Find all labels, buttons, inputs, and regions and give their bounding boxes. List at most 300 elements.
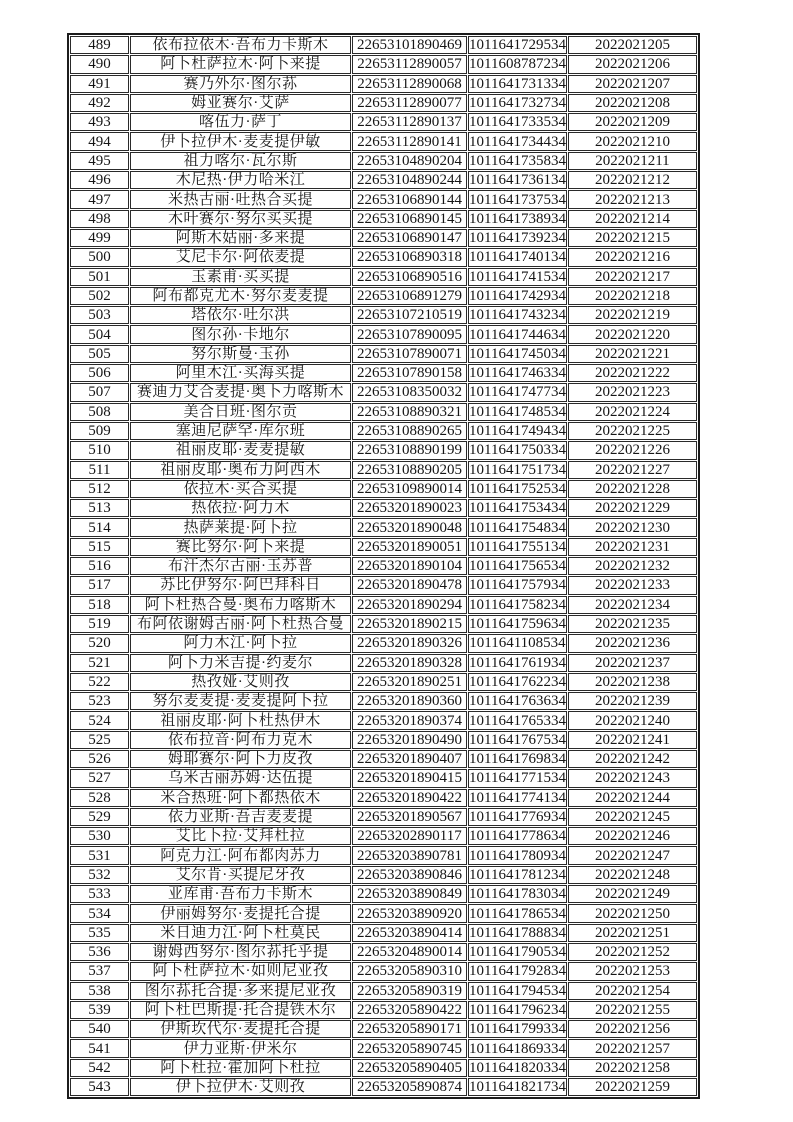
table-row bbox=[70, 518, 697, 536]
certificate-number-cell: 1011641737534 bbox=[469, 191, 566, 208]
row-number-cell: 490 bbox=[70, 55, 129, 73]
id-number-cell: 22653205890405 bbox=[352, 1059, 467, 1077]
table-row bbox=[70, 403, 697, 421]
date-number-cell: 2022021235 bbox=[568, 615, 697, 633]
id-number-cell: 22653201890051 bbox=[352, 538, 467, 556]
row-number-cell: 496 bbox=[70, 171, 129, 189]
name-cell: 努尔斯曼·玉孙 bbox=[130, 345, 351, 363]
date-number-cell: 2022021234 bbox=[568, 596, 697, 614]
id-number-cell: 22653203890846 bbox=[352, 866, 467, 884]
id-number-cell: 22653202890117 bbox=[352, 827, 467, 845]
row-number-cell: 537 bbox=[70, 962, 129, 980]
id-number-cell: 22653201890422 bbox=[352, 789, 467, 807]
row-number-cell: 491 bbox=[70, 75, 129, 93]
row-number-cell: 501 bbox=[70, 268, 129, 286]
id-number-cell: 22653106890318 bbox=[352, 248, 467, 266]
table-row bbox=[70, 924, 697, 942]
certificate-number-cell: 1011641734434 bbox=[469, 133, 566, 150]
row-number-cell: 543 bbox=[70, 1078, 129, 1096]
date-number-cell: 2022021259 bbox=[568, 1078, 697, 1096]
table-row bbox=[70, 1078, 697, 1096]
name-cell: 塞迪尼萨罕·库尔班 bbox=[130, 422, 351, 440]
row-number-cell: 527 bbox=[70, 769, 129, 787]
name-cell: 艾尼卡尔·阿依麦提 bbox=[130, 248, 351, 266]
table-row bbox=[70, 711, 697, 729]
certificate-number-cell: 1011641729534 bbox=[469, 37, 566, 54]
id-number-cell: 22653106891279 bbox=[352, 287, 467, 305]
row-number-cell: 514 bbox=[70, 518, 129, 536]
date-number-cell: 2022021217 bbox=[568, 268, 697, 286]
certificate-number-cell: 1011641741534 bbox=[469, 268, 566, 285]
date-number-cell: 2022021239 bbox=[568, 692, 697, 710]
date-number-cell: 2022021227 bbox=[568, 461, 697, 479]
certificate-number-cell: 1011641752534 bbox=[469, 480, 566, 497]
name-cell: 美合日班·图尔贡 bbox=[130, 403, 351, 421]
table-row bbox=[70, 36, 697, 54]
id-number-cell: 22653106890144 bbox=[352, 190, 467, 208]
row-number-cell: 521 bbox=[70, 654, 129, 672]
date-number-cell: 2022021253 bbox=[568, 962, 697, 980]
certificate-number-cell: 1011641743234 bbox=[469, 307, 566, 324]
name-cell: 布汗杰尔古丽·玉苏普 bbox=[130, 557, 351, 575]
name-cell: 米热古丽·吐热合买提 bbox=[130, 190, 351, 208]
name-cell: 祖丽皮耶·奥布力阿西木 bbox=[130, 461, 351, 479]
name-cell: 伊卜拉伊木·艾则孜 bbox=[130, 1078, 351, 1096]
id-number-cell: 22653112890137 bbox=[352, 113, 467, 131]
date-number-cell: 2022021241 bbox=[568, 731, 697, 749]
name-cell: 阿布都克尤木·努尔麦麦提 bbox=[130, 287, 351, 305]
id-number-cell: 22653104890244 bbox=[352, 171, 467, 189]
name-cell: 祖丽皮耶·阿卜杜热伊木 bbox=[130, 711, 351, 729]
row-number-cell: 500 bbox=[70, 248, 129, 266]
id-number-cell: 22653108890205 bbox=[352, 461, 467, 479]
id-number-cell: 22653106890147 bbox=[352, 229, 467, 247]
table-row bbox=[70, 750, 697, 768]
id-number-cell: 22653108890265 bbox=[352, 422, 467, 440]
name-cell: 阿里木江·买海买提 bbox=[130, 364, 351, 382]
name-cell: 伊卜拉伊木·麦麦提伊敏 bbox=[130, 132, 351, 150]
date-number-cell: 2022021243 bbox=[568, 769, 697, 787]
certificate-number-cell: 1011641733534 bbox=[469, 114, 566, 131]
id-number-cell: 22653201890048 bbox=[352, 518, 467, 536]
date-number-cell: 2022021230 bbox=[568, 518, 697, 536]
certificate-number-cell: 1011641736134 bbox=[469, 172, 566, 189]
certificate-number-cell: 1011641780934 bbox=[469, 847, 566, 864]
table-row bbox=[70, 654, 697, 672]
row-number-cell: 541 bbox=[70, 1039, 129, 1057]
certificate-number-cell: 1011641745034 bbox=[469, 345, 566, 362]
id-number-cell: 22653205890745 bbox=[352, 1039, 467, 1057]
date-number-cell: 2022021229 bbox=[568, 499, 697, 517]
certificate-number-cell: 1011641750334 bbox=[469, 442, 566, 459]
name-cell: 赛迪力艾合麦提·奥卜力喀斯木 bbox=[130, 383, 351, 401]
certificate-number-cell: 1011641756534 bbox=[469, 558, 566, 575]
id-number-cell: 22653108350032 bbox=[352, 383, 467, 401]
row-number-cell: 504 bbox=[70, 325, 129, 343]
date-number-cell: 2022021208 bbox=[568, 94, 697, 112]
id-number-cell: 22653205890171 bbox=[352, 1020, 467, 1038]
table-row bbox=[70, 383, 697, 401]
name-cell: 依力亚斯·吾吉麦麦提 bbox=[130, 808, 351, 826]
certificate-number-cell: 1011641771534 bbox=[469, 770, 566, 787]
date-number-cell: 2022021256 bbox=[568, 1020, 697, 1038]
id-number-cell: 22653106890516 bbox=[352, 268, 467, 286]
name-cell: 米合热班·阿卜都热依木 bbox=[130, 789, 351, 807]
certificate-number-cell: 1011641758234 bbox=[469, 596, 566, 613]
table-row bbox=[70, 904, 697, 922]
date-number-cell: 2022021205 bbox=[568, 36, 697, 54]
name-cell: 艾比卜拉·艾拜杜拉 bbox=[130, 827, 351, 845]
table-row bbox=[70, 190, 697, 208]
date-number-cell: 2022021233 bbox=[568, 576, 697, 594]
table-row bbox=[70, 441, 697, 459]
table-row bbox=[70, 731, 697, 749]
date-number-cell: 2022021206 bbox=[568, 55, 697, 73]
row-number-cell: 515 bbox=[70, 538, 129, 556]
id-number-cell: 22653112890068 bbox=[352, 75, 467, 93]
date-number-cell: 2022021215 bbox=[568, 229, 697, 247]
table-row bbox=[70, 846, 697, 864]
date-number-cell: 2022021232 bbox=[568, 557, 697, 575]
name-cell: 姆亚赛尔·艾萨 bbox=[130, 94, 351, 112]
table-row bbox=[70, 943, 697, 961]
id-number-cell: 22653201890374 bbox=[352, 711, 467, 729]
name-cell: 姆耶赛尔·阿卜力皮孜 bbox=[130, 750, 351, 768]
certificate-number-cell: 1011641788834 bbox=[469, 924, 566, 941]
name-cell: 依拉木·买合买提 bbox=[130, 480, 351, 498]
id-number-cell: 22653109890014 bbox=[352, 480, 467, 498]
name-cell: 阿力木江·阿卜拉 bbox=[130, 634, 351, 652]
table-row bbox=[70, 866, 697, 884]
row-number-cell: 492 bbox=[70, 94, 129, 112]
name-cell: 图尔荪托合提·多来提尼亚孜 bbox=[130, 982, 351, 1000]
date-number-cell: 2022021209 bbox=[568, 113, 697, 131]
row-number-cell: 505 bbox=[70, 345, 129, 363]
date-number-cell: 2022021247 bbox=[568, 846, 697, 864]
table-row bbox=[70, 673, 697, 691]
certificate-number-cell: 1011641774134 bbox=[469, 789, 566, 806]
table-row bbox=[70, 1020, 697, 1038]
id-number-cell: 22653203890781 bbox=[352, 846, 467, 864]
name-cell: 祖力喀尔·瓦尔斯 bbox=[130, 152, 351, 170]
id-number-cell: 22653205890319 bbox=[352, 982, 467, 1000]
date-number-cell: 2022021228 bbox=[568, 480, 697, 498]
table-row bbox=[70, 268, 697, 286]
id-number-cell: 22653201890567 bbox=[352, 808, 467, 826]
name-cell: 依布拉音·阿布力克木 bbox=[130, 731, 351, 749]
row-number-cell: 519 bbox=[70, 615, 129, 633]
date-number-cell: 2022021258 bbox=[568, 1059, 697, 1077]
table-row bbox=[70, 1059, 697, 1077]
date-number-cell: 2022021221 bbox=[568, 345, 697, 363]
certificate-number-cell: 1011641776934 bbox=[469, 809, 566, 826]
table-row bbox=[70, 325, 697, 343]
date-number-cell: 2022021214 bbox=[568, 210, 697, 228]
name-cell: 艾尔肯·买提尼牙孜 bbox=[130, 866, 351, 884]
certificate-number-cell: 1011641739234 bbox=[469, 230, 566, 247]
date-number-cell: 2022021211 bbox=[568, 152, 697, 170]
certificate-number-cell: 1011641794534 bbox=[469, 982, 566, 999]
date-number-cell: 2022021236 bbox=[568, 634, 697, 652]
row-number-cell: 516 bbox=[70, 557, 129, 575]
date-number-cell: 2022021222 bbox=[568, 364, 697, 382]
row-number-cell: 498 bbox=[70, 210, 129, 228]
date-number-cell: 2022021213 bbox=[568, 190, 697, 208]
id-number-cell: 22653112890077 bbox=[352, 94, 467, 112]
certificate-number-cell: 1011641757934 bbox=[469, 577, 566, 594]
table-row bbox=[70, 557, 697, 575]
id-number-cell: 22653201890215 bbox=[352, 615, 467, 633]
table-row bbox=[70, 229, 697, 247]
name-cell: 阿卜杜巴斯提·托合提铁木尔 bbox=[130, 1001, 351, 1019]
name-cell: 苏比伊努尔·阿巴拜科日 bbox=[130, 576, 351, 594]
certificate-number-cell: 1011641749434 bbox=[469, 423, 566, 440]
row-number-cell: 506 bbox=[70, 364, 129, 382]
row-number-cell: 528 bbox=[70, 789, 129, 807]
id-number-cell: 22653201890360 bbox=[352, 692, 467, 710]
row-number-cell: 539 bbox=[70, 1001, 129, 1019]
id-number-cell: 22653205890310 bbox=[352, 962, 467, 980]
table-row bbox=[70, 480, 697, 498]
name-cell: 木尼热·伊力哈米江 bbox=[130, 171, 351, 189]
table-row bbox=[70, 345, 697, 363]
id-number-cell: 22653107210519 bbox=[352, 306, 467, 324]
row-number-cell: 518 bbox=[70, 596, 129, 614]
name-cell: 阿卜杜热合曼·奥布力喀斯木 bbox=[130, 596, 351, 614]
row-number-cell: 532 bbox=[70, 866, 129, 884]
date-number-cell: 2022021248 bbox=[568, 866, 697, 884]
name-cell: 热依拉·阿力木 bbox=[130, 499, 351, 517]
table-row bbox=[70, 306, 697, 324]
table-row bbox=[70, 634, 697, 652]
id-number-cell: 22653205890874 bbox=[352, 1078, 467, 1096]
table-row bbox=[70, 132, 697, 150]
row-number-cell: 533 bbox=[70, 885, 129, 903]
id-number-cell: 22653107890095 bbox=[352, 325, 467, 343]
table-row bbox=[70, 1001, 697, 1019]
certificate-number-cell: 1011641748534 bbox=[469, 403, 566, 420]
table-row bbox=[70, 461, 697, 479]
certificate-number-cell: 1011641781234 bbox=[469, 866, 566, 883]
table-row bbox=[70, 885, 697, 903]
table-row bbox=[70, 827, 697, 845]
row-number-cell: 534 bbox=[70, 904, 129, 922]
id-number-cell: 22653204890014 bbox=[352, 943, 467, 961]
id-number-cell: 22653201890326 bbox=[352, 634, 467, 652]
id-number-cell: 22653203890849 bbox=[352, 885, 467, 903]
certificate-number-cell: 1011641753434 bbox=[469, 500, 566, 517]
row-number-cell: 512 bbox=[70, 480, 129, 498]
row-number-cell: 497 bbox=[70, 190, 129, 208]
name-cell: 亚库甫·吾布力卡斯木 bbox=[130, 885, 351, 903]
name-cell: 阿卜力米吉提·约麦尔 bbox=[130, 654, 351, 672]
date-number-cell: 2022021251 bbox=[568, 924, 697, 942]
row-number-cell: 538 bbox=[70, 982, 129, 1000]
id-number-cell: 22653108890199 bbox=[352, 441, 467, 459]
certificate-number-cell: 1011641740134 bbox=[469, 249, 566, 266]
date-number-cell: 2022021219 bbox=[568, 306, 697, 324]
row-number-cell: 511 bbox=[70, 461, 129, 479]
id-number-cell: 22653108890321 bbox=[352, 403, 467, 421]
name-cell: 阿卜杜拉·霍加阿卜杜拉 bbox=[130, 1059, 351, 1077]
name-cell: 玉素甫·买买提 bbox=[130, 268, 351, 286]
table-row bbox=[70, 538, 697, 556]
id-number-cell: 22653203890920 bbox=[352, 904, 467, 922]
table-row bbox=[70, 171, 697, 189]
certificate-number-cell: 1011641732734 bbox=[469, 95, 566, 112]
name-cell: 塔依尔·吐尔洪 bbox=[130, 306, 351, 324]
name-cell: 阿卜杜萨拉木·阿卜来提 bbox=[130, 55, 351, 73]
certificate-number-cell: 1011641755134 bbox=[469, 538, 566, 555]
certificate-number-cell: 1011641754834 bbox=[469, 519, 566, 536]
row-number-cell: 509 bbox=[70, 422, 129, 440]
row-number-cell: 489 bbox=[70, 36, 129, 54]
row-number-cell: 523 bbox=[70, 692, 129, 710]
table-row bbox=[70, 769, 697, 787]
roster-table bbox=[67, 33, 700, 1099]
row-number-cell: 508 bbox=[70, 403, 129, 421]
name-cell: 赛比努尔·阿卜来提 bbox=[130, 538, 351, 556]
certificate-number-cell: 1011641738934 bbox=[469, 210, 566, 227]
id-number-cell: 22653104890204 bbox=[352, 152, 467, 170]
row-number-cell: 526 bbox=[70, 750, 129, 768]
certificate-number-cell: 1011641759634 bbox=[469, 616, 566, 633]
certificate-number-cell: 1011641767534 bbox=[469, 731, 566, 748]
id-number-cell: 22653106890145 bbox=[352, 210, 467, 228]
id-number-cell: 22653112890141 bbox=[352, 132, 467, 150]
name-cell: 努尔麦麦提·麦麦提阿卜拉 bbox=[130, 692, 351, 710]
row-number-cell: 529 bbox=[70, 808, 129, 826]
name-cell: 乌米古丽苏姆·达伍提 bbox=[130, 769, 351, 787]
name-cell: 阿克力江·阿布都肉苏力 bbox=[130, 846, 351, 864]
certificate-number-cell: 1011641761934 bbox=[469, 654, 566, 671]
row-number-cell: 522 bbox=[70, 673, 129, 691]
row-number-cell: 530 bbox=[70, 827, 129, 845]
certificate-number-cell: 1011641820334 bbox=[469, 1059, 566, 1076]
id-number-cell: 22653201890023 bbox=[352, 499, 467, 517]
id-number-cell: 22653107890158 bbox=[352, 364, 467, 382]
table-row bbox=[70, 982, 697, 1000]
table-row bbox=[70, 287, 697, 305]
id-number-cell: 22653201890328 bbox=[352, 654, 467, 672]
table-row bbox=[70, 422, 697, 440]
date-number-cell: 2022021231 bbox=[568, 538, 697, 556]
certificate-number-cell: 1011641783034 bbox=[469, 886, 566, 903]
certificate-number-cell: 1011641792834 bbox=[469, 963, 566, 980]
row-number-cell: 535 bbox=[70, 924, 129, 942]
certificate-number-cell: 1011641796234 bbox=[469, 1001, 566, 1018]
certificate-number-cell: 1011641746334 bbox=[469, 365, 566, 382]
date-number-cell: 2022021245 bbox=[568, 808, 697, 826]
certificate-number-cell: 1011608787234 bbox=[469, 56, 566, 73]
name-cell: 谢姆西努尔·图尔荪托乎提 bbox=[130, 943, 351, 961]
row-number-cell: 493 bbox=[70, 113, 129, 131]
date-number-cell: 2022021224 bbox=[568, 403, 697, 421]
id-number-cell: 22653201890490 bbox=[352, 731, 467, 749]
row-number-cell: 542 bbox=[70, 1059, 129, 1077]
table-row bbox=[70, 113, 697, 131]
date-number-cell: 2022021238 bbox=[568, 673, 697, 691]
date-number-cell: 2022021246 bbox=[568, 827, 697, 845]
certificate-number-cell: 1011641790534 bbox=[469, 944, 566, 961]
table-row bbox=[70, 615, 697, 633]
certificate-number-cell: 1011641821734 bbox=[469, 1079, 566, 1096]
date-number-cell: 2022021240 bbox=[568, 711, 697, 729]
table-row bbox=[70, 75, 697, 93]
row-number-cell: 502 bbox=[70, 287, 129, 305]
certificate-number-cell: 1011641735834 bbox=[469, 152, 566, 169]
id-number-cell: 22653201890294 bbox=[352, 596, 467, 614]
table-row bbox=[70, 576, 697, 594]
certificate-number-cell: 1011641763634 bbox=[469, 693, 566, 710]
date-number-cell: 2022021244 bbox=[568, 789, 697, 807]
name-cell: 伊丽姆努尔·麦提托合提 bbox=[130, 904, 351, 922]
records-tbody bbox=[70, 36, 697, 1096]
date-number-cell: 2022021212 bbox=[568, 171, 697, 189]
certificate-number-cell: 1011641786534 bbox=[469, 905, 566, 922]
name-cell: 图尔孙·卡地尔 bbox=[130, 325, 351, 343]
table-row bbox=[70, 808, 697, 826]
certificate-number-cell: 1011641747734 bbox=[469, 384, 566, 401]
date-number-cell: 2022021252 bbox=[568, 943, 697, 961]
date-number-cell: 2022021226 bbox=[568, 441, 697, 459]
date-number-cell: 2022021242 bbox=[568, 750, 697, 768]
table-row bbox=[70, 55, 697, 73]
row-number-cell: 513 bbox=[70, 499, 129, 517]
name-cell: 伊力亚斯·伊米尔 bbox=[130, 1039, 351, 1057]
id-number-cell: 22653201890407 bbox=[352, 750, 467, 768]
table-row bbox=[70, 210, 697, 228]
row-number-cell: 524 bbox=[70, 711, 129, 729]
date-number-cell: 2022021257 bbox=[568, 1039, 697, 1057]
id-number-cell: 22653203890414 bbox=[352, 924, 467, 942]
id-number-cell: 22653201890104 bbox=[352, 557, 467, 575]
id-number-cell: 22653205890422 bbox=[352, 1001, 467, 1019]
name-cell: 喀伍力·萨丁 bbox=[130, 113, 351, 131]
table-row bbox=[70, 1039, 697, 1057]
row-number-cell: 525 bbox=[70, 731, 129, 749]
name-cell: 祖丽皮耶·麦麦提敏 bbox=[130, 441, 351, 459]
certificate-number-cell: 1011641799334 bbox=[469, 1021, 566, 1038]
row-number-cell: 531 bbox=[70, 846, 129, 864]
certificate-number-cell: 1011641108534 bbox=[469, 635, 566, 652]
date-number-cell: 2022021255 bbox=[568, 1001, 697, 1019]
date-number-cell: 2022021237 bbox=[568, 654, 697, 672]
name-cell: 依布拉依木·吾布力卡斯木 bbox=[130, 36, 351, 54]
table-row bbox=[70, 248, 697, 266]
row-number-cell: 520 bbox=[70, 634, 129, 652]
table-row bbox=[70, 94, 697, 112]
certificate-number-cell: 1011641762234 bbox=[469, 673, 566, 690]
row-number-cell: 517 bbox=[70, 576, 129, 594]
row-number-cell: 494 bbox=[70, 132, 129, 150]
table-row bbox=[70, 789, 697, 807]
certificate-number-cell: 1011641778634 bbox=[469, 828, 566, 845]
table-row bbox=[70, 692, 697, 710]
date-number-cell: 2022021249 bbox=[568, 885, 697, 903]
name-cell: 阿斯木姑丽·多来提 bbox=[130, 229, 351, 247]
name-cell: 伊斯坎代尔·麦提托合提 bbox=[130, 1020, 351, 1038]
table-row bbox=[70, 962, 697, 980]
name-cell: 赛乃外尔·图尔荪 bbox=[130, 75, 351, 93]
id-number-cell: 22653107890071 bbox=[352, 345, 467, 363]
id-number-cell: 22653201890478 bbox=[352, 576, 467, 594]
date-number-cell: 2022021218 bbox=[568, 287, 697, 305]
certificate-number-cell: 1011641869334 bbox=[469, 1040, 566, 1057]
date-number-cell: 2022021210 bbox=[568, 132, 697, 150]
name-cell: 热孜娅·艾则孜 bbox=[130, 673, 351, 691]
date-number-cell: 2022021250 bbox=[568, 904, 697, 922]
